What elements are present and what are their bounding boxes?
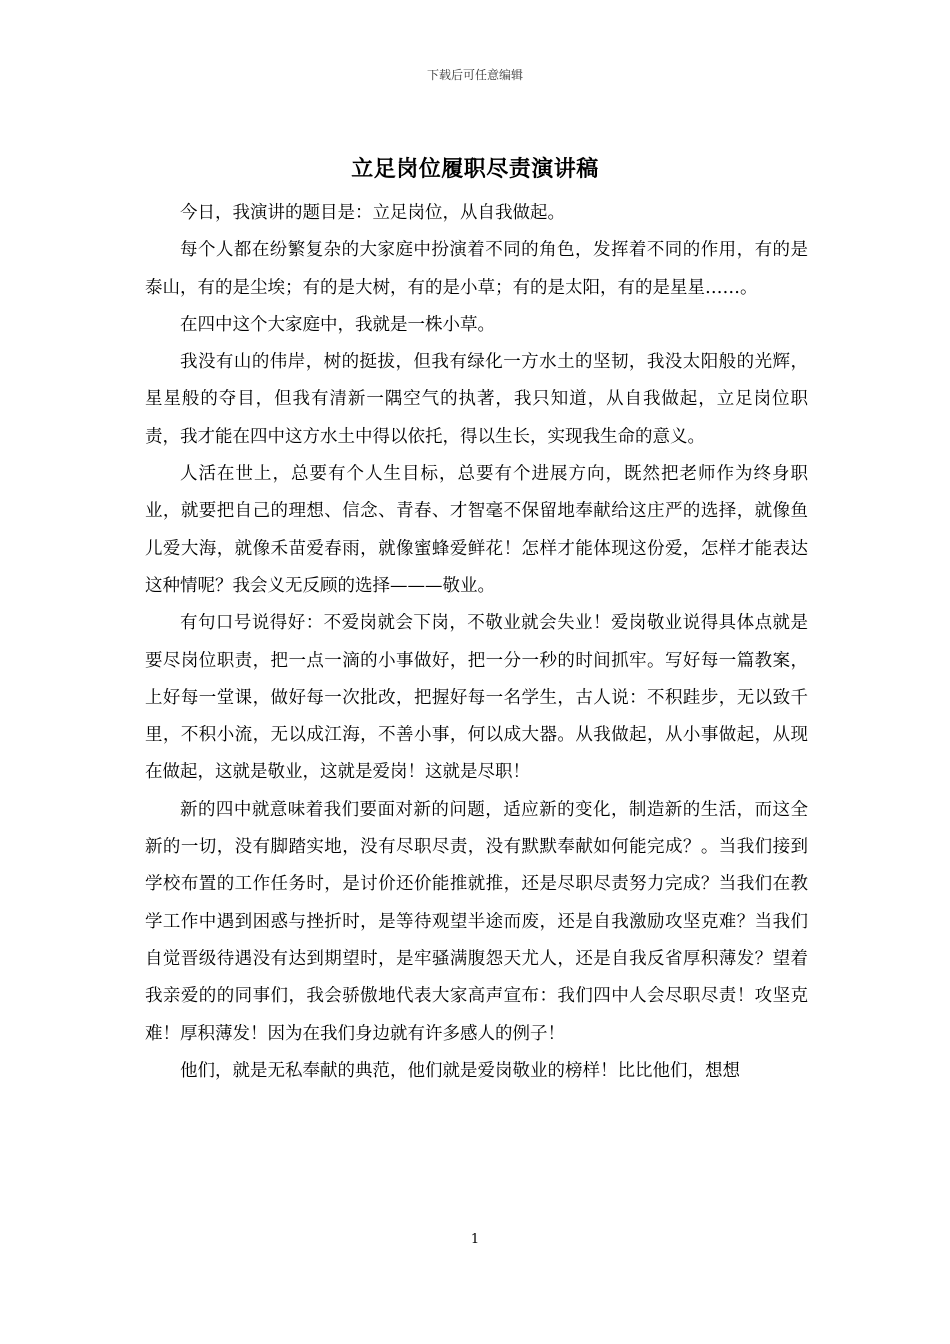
page-number: 1 <box>470 1232 480 1247</box>
paragraph: 我没有山的伟岸，树的挺拔，但我有绿化一方水土的坚韧，我没太阳般的光辉，星星般的夺目，但我有清新一隅空气的执著，我只知道，从自我做起，立足岗位职责，我才能在四中这方水土中得以依托，得以生长，实现我生命的意义。 <box>145 352 808 447</box>
paragraph: 今日，我演讲的题目是：立足岗位，从自我做起。 <box>180 203 565 223</box>
body-text <box>145 195 808 1090</box>
header-note: 下载后可任意编辑 <box>426 68 523 82</box>
paragraph: 在四中这个大家庭中，我就是一株小草。 <box>180 314 495 335</box>
document-title: 立足岗位履职尽责演讲稿 <box>351 156 599 182</box>
paragraph: 新的四中就意味着我们要面对新的问题，适应新的变化，制造新的生活，而这全新的一切，没有脚踏实地，没有尽职尽责，没有默默奉献如何能完成？。当我们接到学校布置的工作任务时，是讨价还价能推就推，还是尽职尽责努力完成？当我们在教学工作中遇到困惑与挫折时，是等待观望半途而废，还是自我激励攻坚克难？当我们自觉晋级待遇没有达到期望时，是牢骚满腹怨天尤人，还是自我反省厚积薄发？望着我亲爱的的同事们，我会骄傲地代表大家高声宣布：我们四中人会尽职尽责！攻坚克难！厚积薄发！因为在我们身边就有许多感人的例子！ <box>145 799 808 1044</box>
paragraph: 有句口号说得好：不爱岗就会下岗，不敬业就会失业！爱岗敬业说得具体点就是要尽岗位职责，把一点一滴的小事做好，把一分一秒的时间抓牢。写好每一篇教案，上好每一堂课，做好每一次批改，把握好每一名学生，古人说：不积跬步，无以致千里，不积小流，无以成江海，不善小事，何以成大器。从我做起，从小事做起，从现在做起，这就是敬业，这就是爱岗！这就是尽职！ <box>145 613 808 783</box>
paragraph: 每个人都在纷繁复杂的大家庭中扮演着不同的角色，发挥着不同的作用，有的是泰山，有的是尘埃；有的是大树，有的是小草；有的是太阳，有的是星星……。 <box>145 240 808 298</box>
paragraph: 人活在世上，总要有个人生目标，总要有个进展方向，既然把老师作为终身职业，就要把自己的理想、信念、青春、才智毫不保留地奉献给这庄严的选择，就像鱼儿爱大海，就像禾苗爱春雨，就像蜜蜂爱鲜花！怎样才能体现这份爱，怎样才能表达这种情呢？我会义无反顾的选择———敬业。 <box>145 464 808 596</box>
paragraph: 他们，就是无私奉献的典范，他们就是爱岗敬业的榜样！比比他们，想想 <box>180 1060 740 1081</box>
